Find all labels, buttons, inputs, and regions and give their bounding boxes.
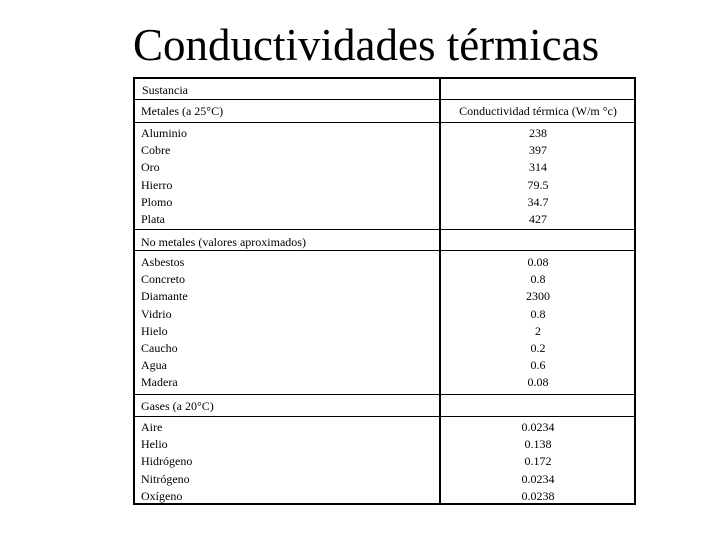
row-conductivity-value: 427 <box>529 212 547 226</box>
row-conductivity-value: 79.5 <box>527 177 549 192</box>
row-substance: Agua <box>141 358 167 373</box>
row-substance: Aluminio <box>141 126 188 140</box>
row-conductivity-value: 2 <box>535 323 541 338</box>
row-conductivity-value: 2300 <box>526 289 550 304</box>
row-conductivity-value: 0.8 <box>530 272 546 287</box>
row-conductivity-value: 0.0234 <box>521 471 555 486</box>
section-heading-nonmetals: No metales (valores aproximados) <box>141 235 306 249</box>
row-conductivity-value: 0.6 <box>530 358 546 373</box>
row-conductivity-value: 0.172 <box>524 454 552 469</box>
row-substance: Diamante <box>141 289 188 304</box>
header-sustancia: Sustancia <box>142 83 188 97</box>
row-conductivity-value: 0.138 <box>524 437 552 452</box>
row-conductivity-value: 0.0234 <box>521 420 555 434</box>
row-substance: Nitrógeno <box>141 471 190 486</box>
row-conductivity-value: 397 <box>529 143 547 158</box>
row-substance: Hielo <box>141 323 168 338</box>
row-conductivity-value: 0.08 <box>527 255 549 269</box>
row-substance: Hierro <box>141 177 173 192</box>
row-substance: Vidrio <box>141 306 172 321</box>
row-substance: Cobre <box>141 143 171 158</box>
section-heading-metals: Metales (a 25°C) <box>141 104 224 118</box>
row-substance: Plomo <box>141 194 173 209</box>
row-conductivity-value: 314 <box>529 160 547 175</box>
row-substance: Asbestos <box>141 255 185 269</box>
row-substance: Hidrógeno <box>141 454 193 469</box>
row-substance: Caucho <box>141 341 178 355</box>
table-header-row <box>135 79 634 100</box>
row-conductivity-value: 0.2 <box>530 341 546 355</box>
row-substance: Oxígeno <box>141 488 183 503</box>
section-heading-gases: Gases (a 20°C) <box>141 399 214 413</box>
row-substance: Plata <box>141 212 165 226</box>
row-conductivity-value: 0.0238 <box>521 488 555 503</box>
value-column-heading: Conductividad térmica (W/m °c) <box>459 104 617 118</box>
row-conductivity-value: 0.08 <box>527 375 549 390</box>
conductivity-table <box>133 77 636 505</box>
row-conductivity-value: 0.8 <box>530 306 546 321</box>
row-substance: Aire <box>141 420 163 434</box>
row-substance: Concreto <box>141 272 185 287</box>
row-conductivity-value: 238 <box>529 126 547 140</box>
row-conductivity-value: 34.7 <box>527 194 549 209</box>
row-substance: Madera <box>141 375 178 390</box>
page-title: Conductividades térmicas <box>133 20 600 70</box>
row-substance: Oro <box>141 160 160 175</box>
row-substance: Helio <box>141 437 168 452</box>
